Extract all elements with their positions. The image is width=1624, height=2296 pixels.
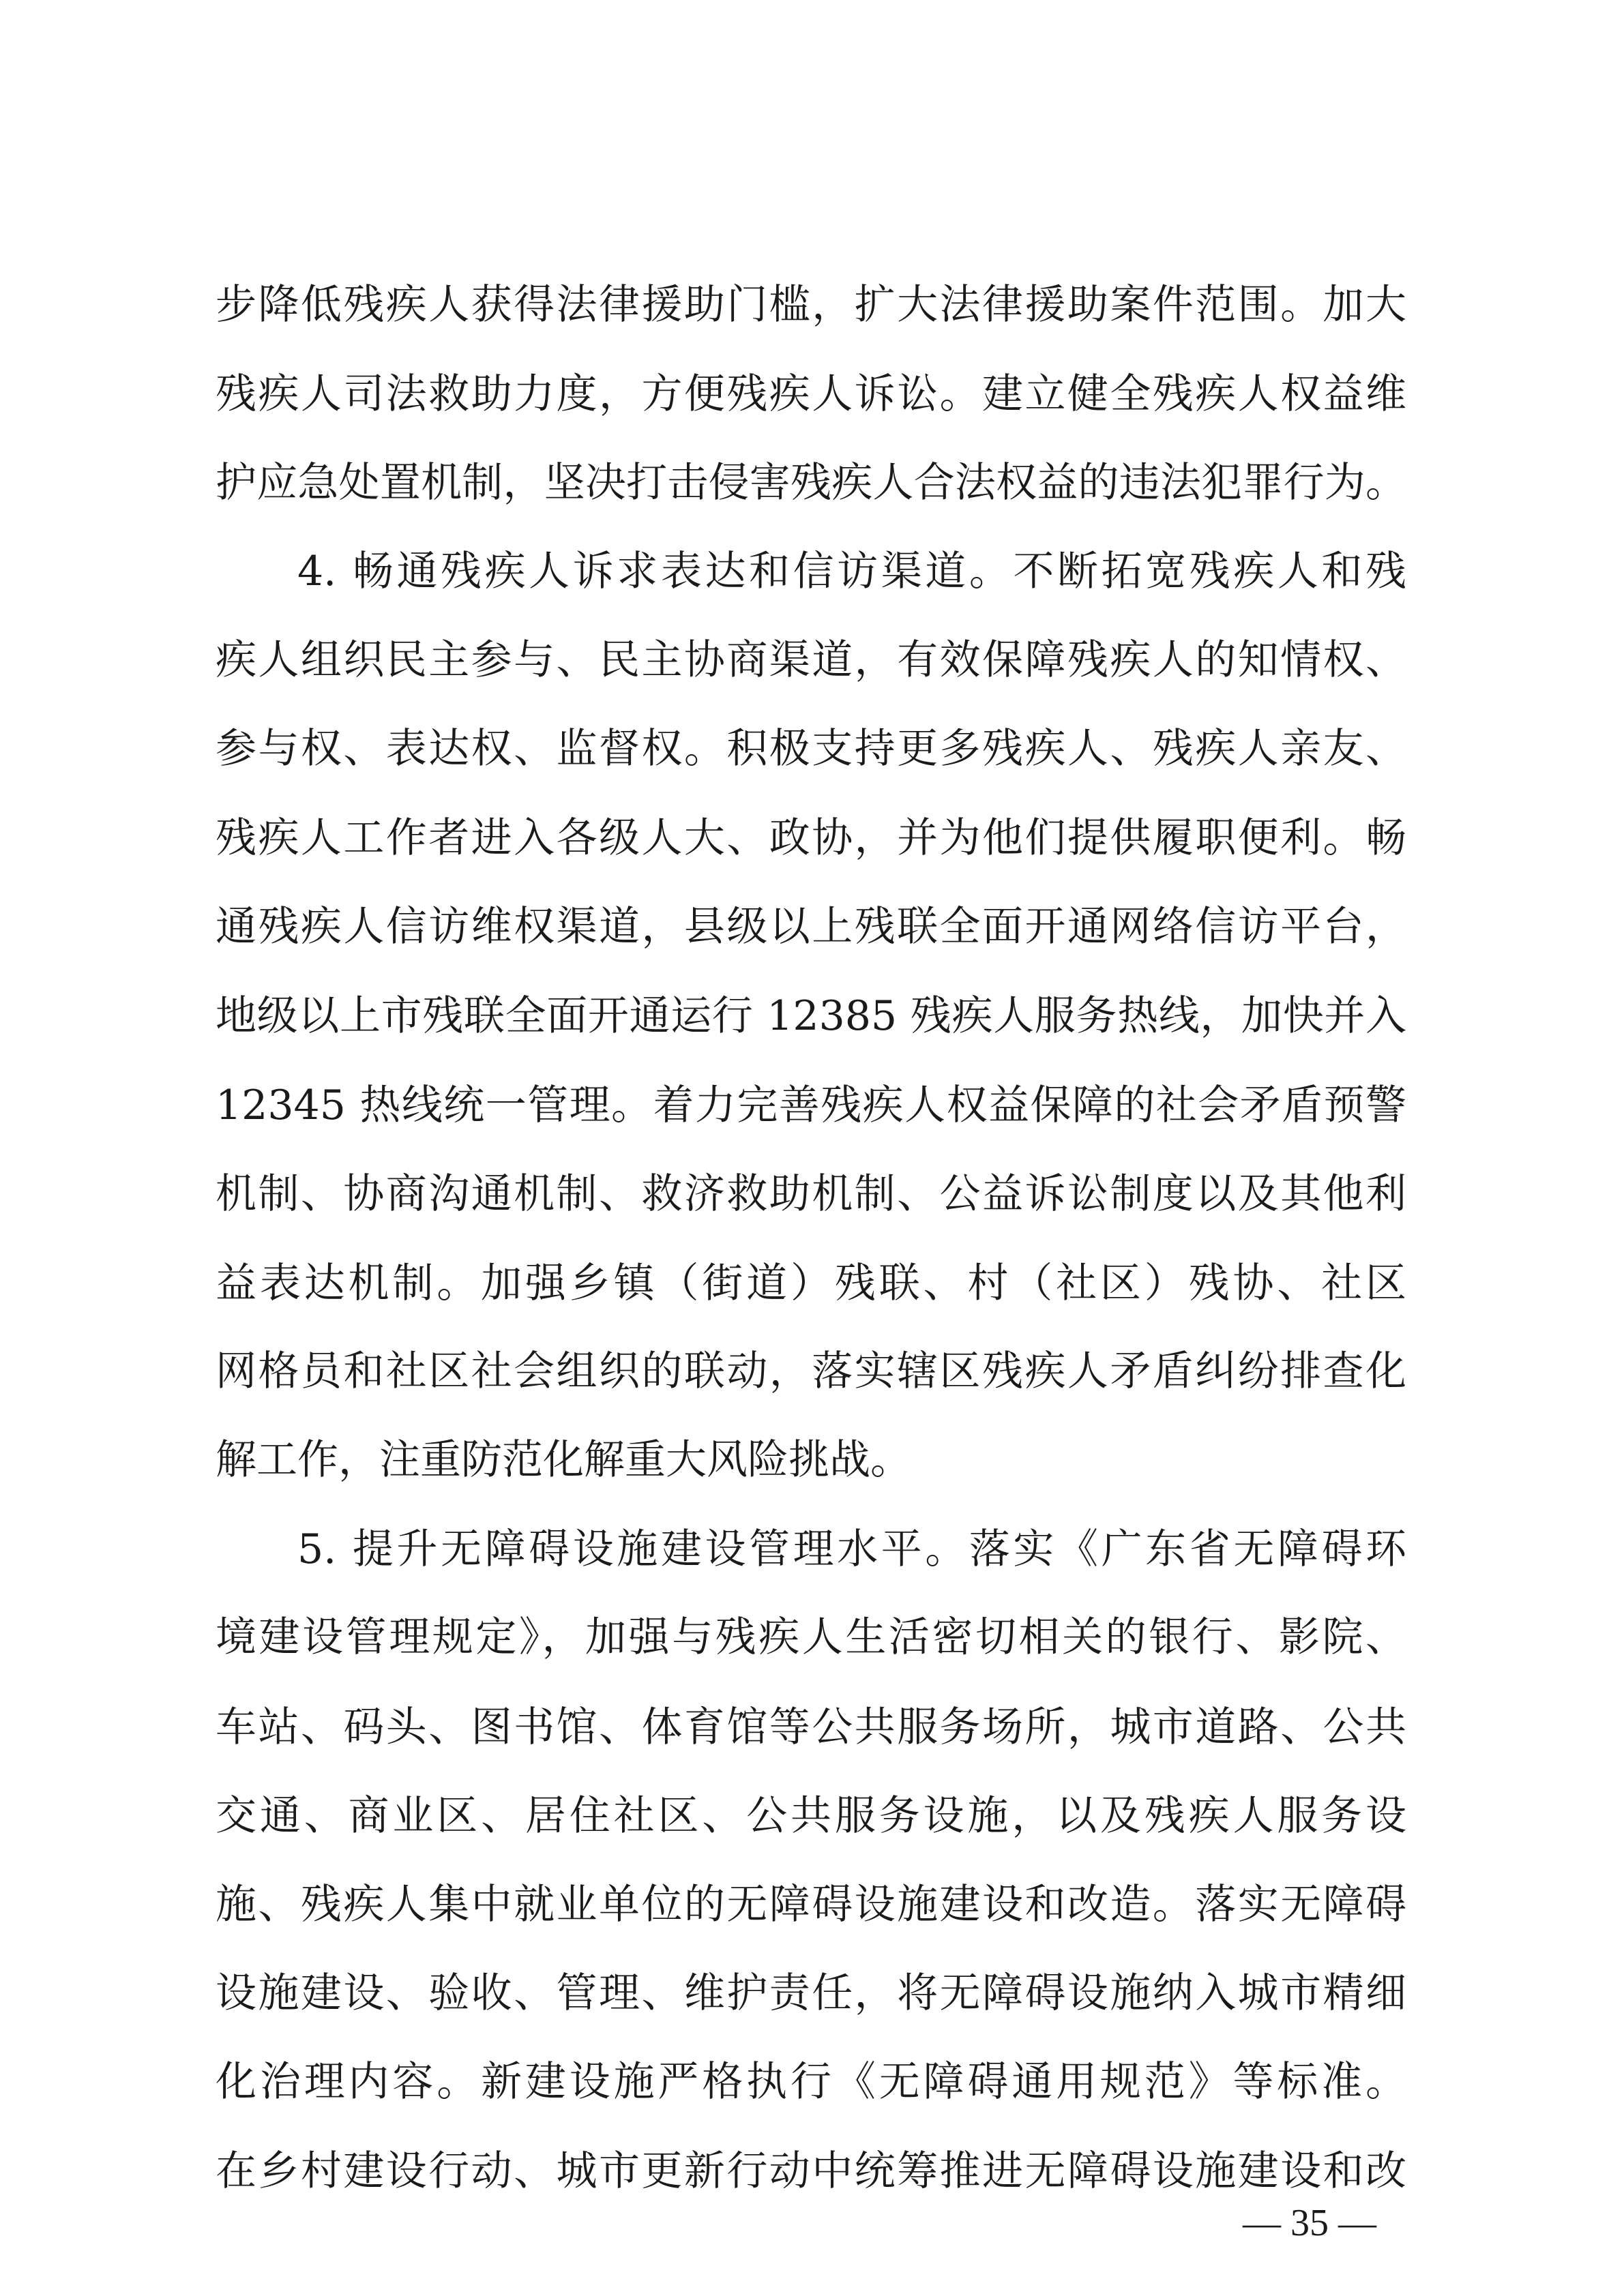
text-line-8: 通残疾人信访维权渠道，县级以上残联全面开通网络信访平台， bbox=[216, 903, 1406, 951]
text-line-10: 12345 热线统一管理。着力完善残疾人权益保障的社会矛盾预警 bbox=[216, 1082, 1406, 1129]
paragraph-5-heading-line: 5. 提升无障碍设施建设管理水平。落实《广东省无障碍环 bbox=[297, 1525, 1406, 1573]
text-line-6: 参与权、表达权、监督权。积极支持更多残疾人、残疾人亲友、 bbox=[216, 725, 1406, 773]
text-line-5: 疾人组织民主参与、民主协商渠道，有效保障残疾人的知情权、 bbox=[216, 636, 1406, 684]
text-line-11: 机制、协商沟通机制、救济救助机制、公益诉讼制度以及其他利 bbox=[216, 1170, 1406, 1218]
text-line-22: 在乡村建设行动、城市更新行动中统筹推进无障碍设施建设和改 bbox=[216, 2147, 1406, 2195]
text-line-2: 残疾人司法救助力度，方便残疾人诉讼。建立健全残疾人权益维 bbox=[216, 370, 1406, 418]
text-line-18: 交通、商业区、居住社区、公共服务设施，以及残疾人服务设 bbox=[216, 1792, 1406, 1840]
text-line-21: 化治理内容。新建设施严格执行《无障碍通用规范》等标准。 bbox=[216, 2058, 1406, 2106]
page-number: — 35 — bbox=[1243, 2202, 1376, 2244]
text-line-1: 步降低残疾人获得法律援助门槛，扩大法律援助案件范围。加大 bbox=[216, 281, 1406, 329]
paragraph-4-heading-line: 4. 畅通残疾人诉求表达和信访渠道。不断拓宽残疾人和残 bbox=[297, 548, 1406, 595]
text-line-17: 车站、码头、图书馆、体育馆等公共服务场所，城市道路、公共 bbox=[216, 1703, 1406, 1751]
text-line-20: 设施建设、验收、管理、维护责任，将无障碍设施纳入城市精细 bbox=[216, 1969, 1406, 2017]
text-line-13: 网格员和社区社会组织的联动，落实辖区残疾人矛盾纠纷排查化 bbox=[216, 1347, 1406, 1395]
text-line-14: 解工作，注重防范化解重大风险挑战。 bbox=[216, 1436, 911, 1484]
text-line-9: 地级以上市残联全面开通运行 12385 残疾人服务热线，加快并入 bbox=[216, 992, 1406, 1040]
text-line-3: 护应急处置机制，坚决打击侵害残疾人合法权益的违法犯罪行为。 bbox=[216, 459, 1406, 507]
text-line-16: 境建设管理规定》，加强与残疾人生活密切相关的银行、影院、 bbox=[216, 1613, 1406, 1661]
text-line-7: 残疾人工作者进入各级人大、政协，并为他们提供履职便利。畅 bbox=[216, 814, 1406, 862]
text-line-19: 施、残疾人集中就业单位的无障碍设施建设和改造。落实无障碍 bbox=[216, 1881, 1406, 1928]
text-line-12: 益表达机制。加强乡镇（街道）残联、村（社区）残协、社区 bbox=[216, 1259, 1406, 1307]
